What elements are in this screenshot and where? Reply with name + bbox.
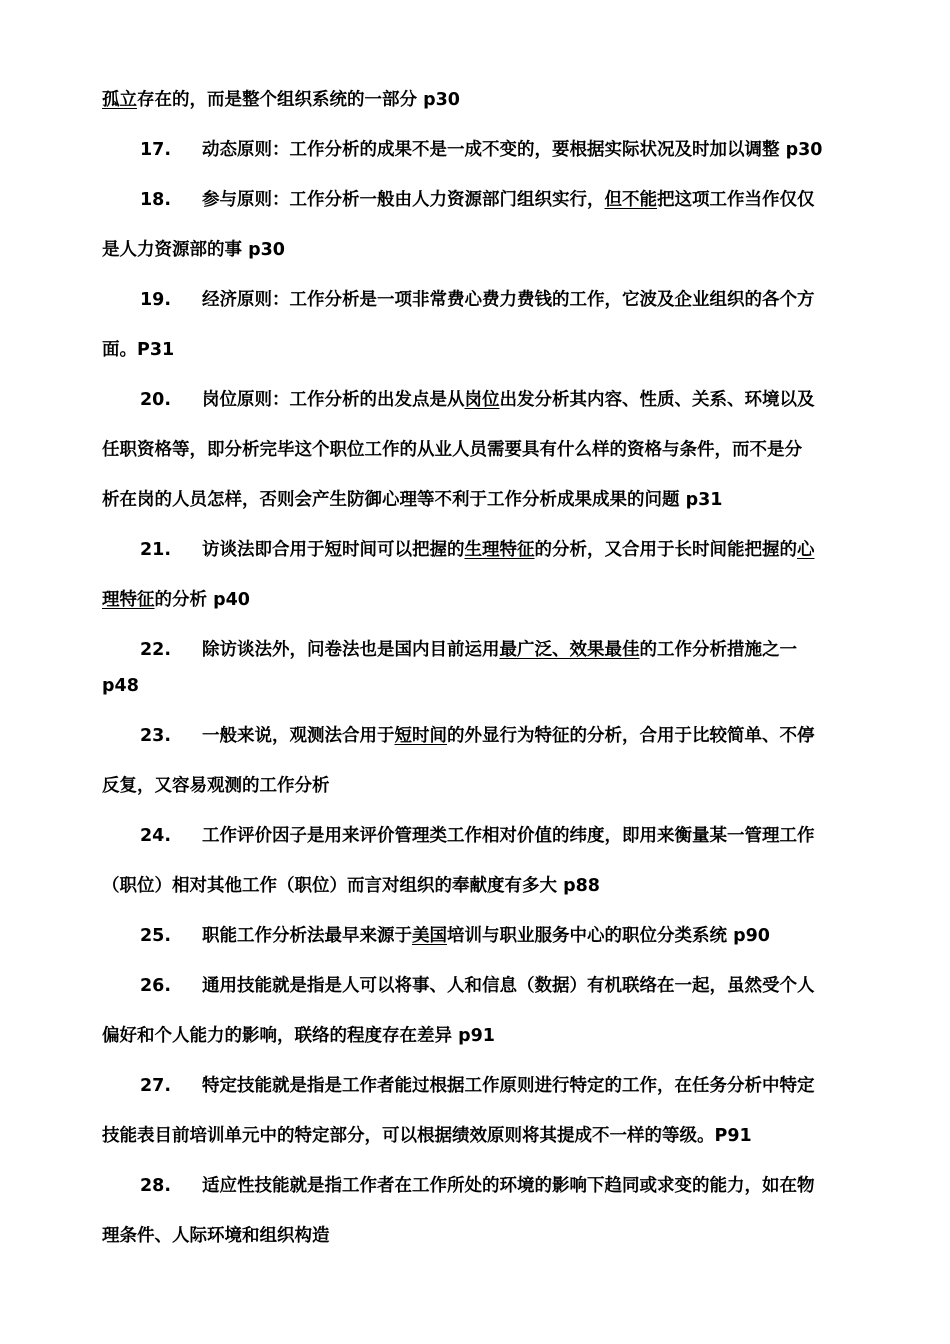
numbered-item-line — [102, 534, 882, 584]
text-line — [102, 484, 882, 534]
underlined-text: 短时间 — [394, 726, 447, 746]
text-segment: 面。P31 — [102, 340, 175, 360]
text-segment: 析在岗的人员怎样，否则会产生防御心理等不利于工作分析成果成果的问题 p31 — [102, 490, 723, 510]
text-segment: 理条件、人际环境和组织构造 — [102, 1226, 330, 1246]
underlined-text: 岗位 — [464, 390, 500, 410]
text-line — [102, 1020, 882, 1070]
numbered-item-line — [102, 634, 882, 670]
underlined-text: 最广泛、效果最佳 — [499, 640, 640, 660]
text-segment: 参与原则：工作分析一般由人力资源部门组织实行， — [202, 190, 605, 210]
numbered-item-line — [102, 920, 882, 970]
text-segment: （职位）相对其他工作（职位）而言对组织的奉献度有多大 p88 — [102, 876, 600, 896]
text-line — [102, 770, 882, 820]
item-number: 20. — [140, 390, 172, 410]
text-segment: 技能表目前培训单元中的特定部分，可以根据绩效原则将其提成不一样的等级。P91 — [102, 1126, 752, 1146]
text-segment: 的外显行为特征的分析，合用于比较简单、不停 — [447, 726, 815, 746]
text-segment: 访谈法即合用于短时间可以把握的 — [202, 540, 465, 560]
text-segment: 一般来说，观测法合用于 — [202, 726, 395, 746]
text-segment: 的分析，又合用于长时间能把握的 — [534, 540, 797, 560]
text-segment: 适应性技能就是指工作者在工作所处的环境的影响下趋同或求变的能力，如在物 — [202, 1176, 815, 1196]
numbered-item-line — [102, 1070, 882, 1120]
text-line — [102, 1220, 882, 1270]
text-line — [102, 234, 882, 284]
underlined-text: 生理特征 — [464, 540, 535, 560]
numbered-item-line — [102, 134, 882, 184]
text-line — [102, 1120, 882, 1170]
underlined-text: 心 — [797, 540, 815, 560]
text-segment: 职能工作分析法最早来源于 — [202, 926, 412, 946]
numbered-item-line — [102, 284, 882, 334]
underlined-text: 孤立 — [102, 90, 137, 110]
text-line — [102, 434, 882, 484]
underlined-text: 理特征 — [102, 590, 155, 610]
text-line — [102, 334, 882, 384]
item-number: 24. — [140, 826, 172, 846]
text-segment: 出发分析其内容、性质、关系、环境以及 — [499, 390, 815, 410]
text-line — [102, 84, 882, 134]
item-number: 26. — [140, 976, 172, 996]
text-segment: 偏好和个人能力的影响，联络的程度存在差异 p91 — [102, 1026, 495, 1046]
item-number: 28. — [140, 1176, 172, 1196]
text-line — [102, 670, 882, 720]
text-segment: 存在的，而是整个组织系统的一部分 p30 — [137, 90, 460, 110]
text-segment: 岗位原则：工作分析的出发点是从 — [202, 390, 465, 410]
text-segment: 任职资格等，即分析完毕这个职位工作的从业人员需要具有什么样的资格与条件，而不是分 — [102, 440, 802, 460]
text-segment: 除访谈法外，问卷法也是国内目前运用 — [202, 640, 500, 660]
text-segment: p48 — [102, 676, 139, 696]
text-segment: 动态原则：工作分析的成果不是一成不变的，要根据实际状况及时加以调整 p30 — [202, 140, 823, 160]
text-line — [102, 870, 882, 920]
item-number: 27. — [140, 1076, 172, 1096]
text-segment: 经济原则：工作分析是一项非常费心费力费钱的工作，它波及企业组织的各个方 — [202, 290, 815, 310]
numbered-item-line — [102, 970, 882, 1020]
item-number: 18. — [140, 190, 172, 210]
numbered-item-line — [102, 184, 882, 234]
text-segment: 是人力资源部的事 p30 — [102, 240, 285, 260]
underlined-text: 但不能 — [604, 190, 657, 210]
item-number: 25. — [140, 926, 172, 946]
text-segment: 的分析 p40 — [154, 590, 250, 610]
item-number: 17. — [140, 140, 172, 160]
text-segment: 通用技能就是指是人可以将事、人和信息（数据）有机联络在一起，虽然受个人 — [202, 976, 815, 996]
item-number: 23. — [140, 726, 172, 746]
numbered-item-line — [102, 1170, 882, 1220]
item-number: 21. — [140, 540, 172, 560]
numbered-item-line — [102, 720, 882, 770]
text-line — [102, 584, 882, 634]
text-segment: 工作评价因子是用来评价管理类工作相对价值的纬度，即用来衡量某一管理工作 — [202, 826, 815, 846]
text-segment: 培训与职业服务中心的职位分类系统 p90 — [447, 926, 770, 946]
text-segment: 特定技能就是指是工作者能过根据工作原则进行特定的工作，在任务分析中特定 — [202, 1076, 815, 1096]
text-segment: 反复，又容易观测的工作分析 — [102, 776, 330, 796]
underlined-text: 美国 — [412, 926, 447, 946]
text-segment: 把这项工作当作仅仅 — [657, 190, 815, 210]
item-number: 19. — [140, 290, 172, 310]
text-segment: 的工作分析措施之一 — [639, 640, 797, 660]
numbered-item-line — [102, 820, 882, 870]
numbered-item-line — [102, 384, 882, 434]
item-number: 22. — [140, 640, 172, 660]
